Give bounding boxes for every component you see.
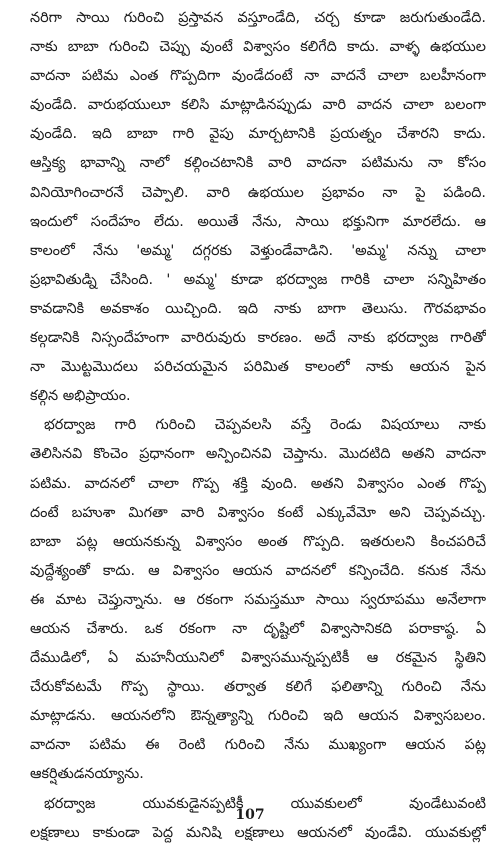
text-line: వుండేది. ఇది బాబా గారి వైపు మార్చటానికి ప్రయత్నం చేశారని కాదు. <box>30 126 486 143</box>
text-line: కల్గడానికి నిస్సందేహంగా వారిరువురు కారణం. అదే నాకు భరద్వాజ గారితో <box>30 330 486 347</box>
text-line: వినియోగించారనే చెప్పాలి. వారి ఉభయుల ప్రభావం నా పై పడింది. <box>30 184 486 201</box>
text-line: కల్గిన అభిప్రాయం. <box>30 388 131 405</box>
text-line: దేముడిలో, ఏ మహనీయునిలో విశ్వాసమున్నప్పటికీ ఆ రకమైన స్థితిని <box>30 650 486 667</box>
text-line: కాలంలో నేను 'అమ్మ' దగ్గరకు వెళ్తుండేవాడిని. 'అమ్మ' నన్ను చాలా <box>30 242 486 259</box>
text-line: కావడానికి అవకాశం యిచ్చింది. ఇది నాకు బాగా తెలుసు. గౌరవభావం <box>30 300 486 317</box>
page-number: 107 <box>235 807 265 823</box>
text-line: భరద్వాజ యువకుడైనప్పటికీ యువకులలో వుండేటువంటి <box>44 795 486 812</box>
text-line: వాదనా పటిమ ఈ రెంటి గురించి నేను ముఖ్యంగా ఆయన పట్ల <box>30 737 486 754</box>
text-line: పటిమ. వాదనలో చాలా గొప్ప శక్తి వుంది. అతని విశ్వాసం ఎంత గొప్ప <box>30 475 486 492</box>
text-line: బాబా పట్ల ఆయనకున్న విశ్వాసం అంత గొప్పది. ఇతరులని కించపరిచే <box>30 533 486 550</box>
text-line: ఆస్తిక్య భావాన్ని నాలో కల్గించటానికి వారి వాదనా పటిమను నా కోసం <box>30 155 486 172</box>
text-line: భరద్వాజ గారి గురించి చెప్పవలసి వస్తే రెండు విషయాలు నాకు <box>44 417 486 434</box>
text-line: వుద్దేశ్యంతో కాదు. ఆ విశ్వాసం ఆయన వాదనలో కన్పించేది. కనుక నేను <box>30 562 486 579</box>
text-line: వుండేది. వారుభయులూ కలిసి మాట్లాడినప్పుడు వారి వాదన చాలా బలంగా <box>30 97 486 114</box>
text-line: నాకు బాబా గురించి చెప్పు వుంటే విశ్వాసం కలిగేది కాదు. వాళ్ళ ఉభయుల <box>30 39 486 56</box>
text-line: ఆకర్షితుడనయ్యాను. <box>30 766 144 783</box>
text-line: ఆయన చేశారు. ఒక రకంగా నా దృష్టిలో విశ్వాసానికది పరాకాష్ఠ. ఏ <box>30 620 486 637</box>
text-line: ఇందులో సందేహం లేదు. అయితే నేను, సాయి భక్తునిగా మారలేదు. ఆ <box>30 213 486 230</box>
text-line: తెలిసినవి కొంచెం ప్రధానంగా అన్పించినవి చెప్తాను. మొదటిది అతని వాదనా <box>30 446 486 463</box>
text-line: నరిగా సాయి గురించి ప్రస్తావన వస్తూండేది, చర్చ కూడా జరుగుతుండేది. <box>30 10 486 26</box>
text-line: దంటే బహుశా మిగతా వారి విశ్వాసం కంటే ఎక్కువేమో అని చెప్పవచ్చు. <box>30 504 486 521</box>
text-line: వాదనా పటిమ ఎంత గొప్పదిగా వుండేదంటే నా వాదనే చాలా బలహీనంగా <box>30 68 486 85</box>
text-line: నా మొట్టమొదలు పరిచయమైన పరిమిత కాలంలో నాకు ఆయన పైన <box>30 359 486 376</box>
text-line: చేరుకోవటమే గొప్ప స్థాయి. తర్వాత కలిగే ఫలితాన్ని గురించి నేను <box>30 679 486 696</box>
text-line: ప్రభావితుడ్ని చేసింది. ' అమ్మ' కూడా భరద్వాజ గారికి చాలా సన్నిహితం <box>30 271 486 288</box>
body-text <box>30 4 486 848</box>
text-line: ఈ మాట చెప్తున్నాను. ఆ రకంగా సమస్తమూ సాయి స్వరూపము అనేలాగా <box>30 591 486 608</box>
text-line: లక్షణాలు కాకుండా పెద్ద మనిషి లక్షణాలు ఆయనలో వుండేవి. యువకుల్లో <box>30 824 486 841</box>
text-line: మాట్లాడను. ఆయనలోని ఔన్నత్యాన్ని గురించి ఇది ఆయన విశ్వాసబలం. <box>30 708 486 725</box>
